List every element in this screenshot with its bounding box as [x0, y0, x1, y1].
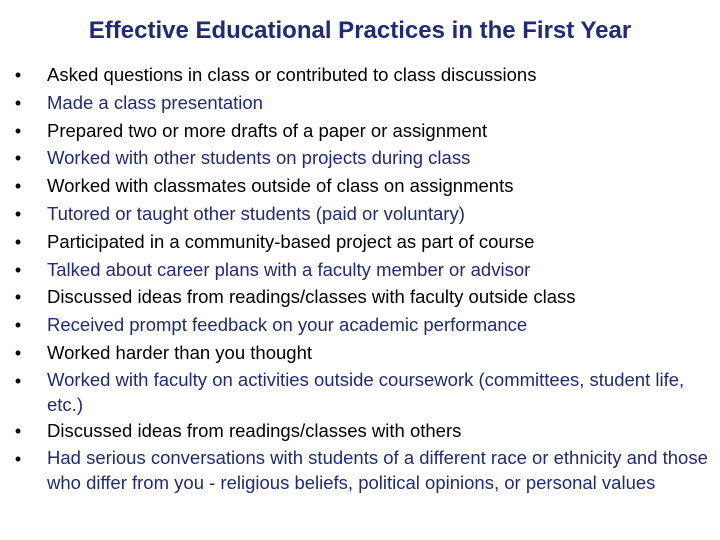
bullet-text: Discussed ideas from readings/classes with others	[47, 419, 462, 441]
bullet-item	[0, 367, 720, 417]
bullet-marker: •	[14, 92, 22, 113]
bullet-marker: •	[14, 176, 22, 197]
bullet-marker: •	[14, 448, 22, 469]
bullet-item	[0, 311, 720, 339]
bullet-text: Talked about career plans with a faculty member or advisor	[47, 258, 531, 280]
slide-title: Effective Educational Practices in the First Year	[88, 17, 632, 44]
bullet-marker: •	[14, 231, 22, 252]
bullet-item	[0, 61, 720, 89]
bullet-marker: •	[14, 315, 22, 336]
bullet-item	[0, 200, 720, 228]
bullet-text: Prepared two or more drafts of a paper or assignment	[47, 119, 488, 141]
bullet-marker: •	[14, 203, 22, 224]
bullet-marker: •	[14, 370, 22, 391]
bullet-marker: •	[14, 65, 22, 85]
bullet-text: Had serious conversations with students of a different race or ethnicity and those who differ from you - religious beliefs, political opinions, or personal values	[47, 446, 708, 493]
bullet-text: Worked with other students on projects during class	[47, 147, 471, 169]
bullet-text: Worked harder than you thought	[47, 341, 312, 363]
bullet-marker: •	[14, 342, 22, 363]
bullet-item	[0, 89, 720, 117]
bullet-text: Participated in a community-based project as part of course	[47, 230, 535, 252]
bullet-marker: •	[14, 287, 22, 308]
bullet-list	[0, 61, 720, 495]
bullet-text: Received prompt feedback on your academic performance	[47, 314, 528, 336]
bullet-item	[0, 283, 720, 311]
bullet-item	[0, 339, 720, 367]
bullet-text: Made a class presentation	[47, 91, 263, 113]
bullet-item	[0, 117, 720, 145]
bullet-item	[0, 144, 720, 172]
bullet-text: Asked questions in class or contributed to class discussions	[47, 64, 537, 85]
bullet-item	[0, 228, 720, 256]
bullet-text: Discussed ideas from readings/classes with faculty outside class	[47, 286, 576, 308]
bullet-text: Worked with faculty on activities outside coursework (committees, student life, etc.)	[47, 368, 685, 415]
bullet-item	[0, 172, 720, 200]
bullet-item	[0, 445, 720, 495]
bullet-item	[0, 256, 720, 284]
bullet-marker: •	[14, 120, 22, 141]
bullet-text: Tutored or taught other students (paid or voluntary)	[47, 202, 465, 224]
bullet-marker: •	[14, 420, 22, 441]
bullet-marker: •	[14, 259, 22, 280]
bullet-text: Worked with classmates outside of class on assignments	[47, 175, 514, 197]
bullet-marker: •	[14, 148, 22, 169]
bullet-item	[0, 417, 720, 445]
